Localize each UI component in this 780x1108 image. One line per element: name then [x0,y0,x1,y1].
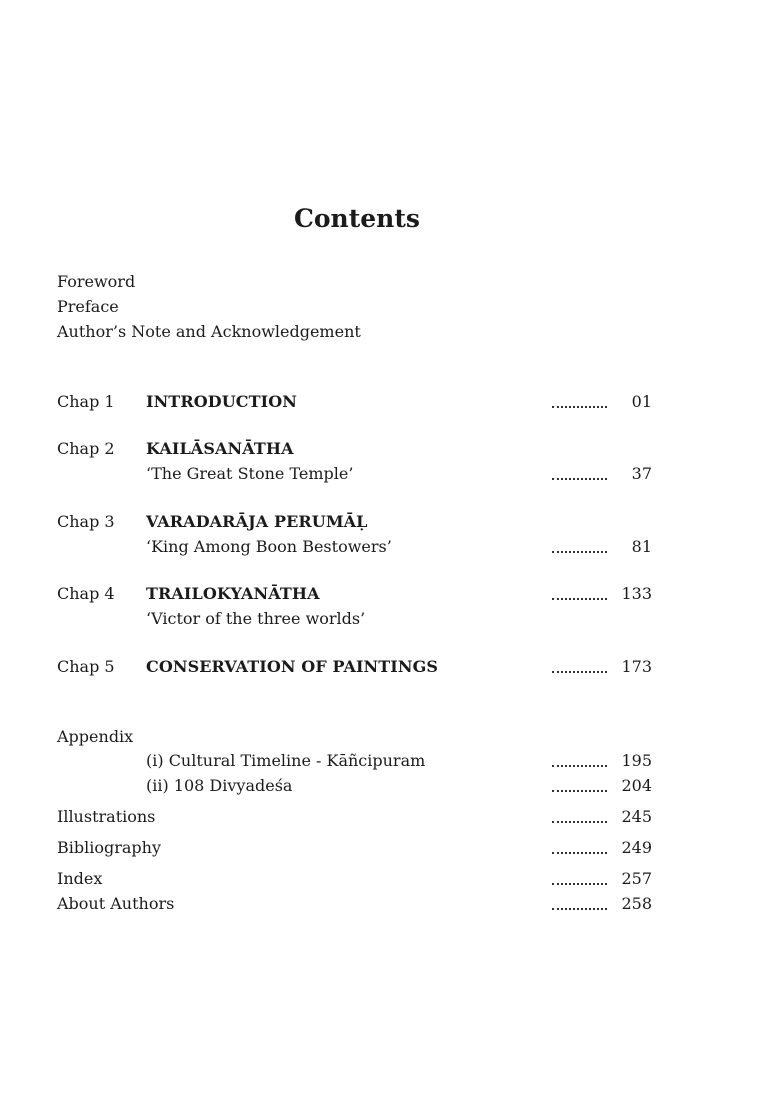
entry-title: Illustrations [57,807,156,826]
toc-entry-about-authors[interactable] [0,894,780,916]
chapter-title: INTRODUCTION [146,392,297,411]
toc-entry-index[interactable] [0,869,780,891]
leader-dots [552,902,607,910]
chapter-label: Chap 1 [57,392,115,411]
toc-entry-appendix-1[interactable] [0,751,780,773]
leader-dots [552,400,607,408]
page-number: 249 [621,838,652,857]
page-number: 245 [621,807,652,826]
leader-dots [552,784,607,792]
leader-dots [552,545,607,553]
toc-entry-appendix-2[interactable] [0,776,780,798]
toc-entry-chap-4[interactable] [0,584,780,606]
toc-entry-bibliography[interactable] [0,838,780,860]
front-matter-preface[interactable]: Preface [57,297,119,316]
toc-entry-illustrations[interactable] [0,807,780,829]
page-number: 173 [621,657,652,676]
page-number: 81 [631,537,652,556]
front-matter-authors-note[interactable]: Author’s Note and Acknowledgement [57,322,361,341]
toc-entry-chap-3[interactable] [0,512,780,534]
page-title: Contents [293,204,420,233]
chapter-title: KAILĀSANĀTHA [146,439,294,458]
leader-dots [552,592,607,600]
chapter-title: VARADARĀJA PERUMĀḶ [146,512,368,531]
appendix-item-title: (ii) 108 Divyadeśa [146,776,293,795]
toc-entry-chap-4-subtitle [0,609,780,631]
toc-entry-chap-2-subtitle[interactable] [0,464,780,486]
chapter-label: Chap 3 [57,512,115,531]
chapter-label: Chap 5 [57,657,115,676]
chapter-label: Chap 2 [57,439,115,458]
appendix-item-title: (i) Cultural Timeline - Kāñcipuram [146,751,426,770]
leader-dots [552,877,607,885]
page-number: 133 [621,584,652,603]
chapter-title: CONSERVATION OF PAINTINGS [146,657,438,676]
leader-dots [552,665,607,673]
leader-dots [552,815,607,823]
chapter-title: TRAILOKYANĀTHA [146,584,320,603]
entry-title: Index [57,869,103,888]
chapter-subtitle: ‘Victor of the three worlds’ [146,609,366,628]
page-number: 01 [631,392,652,411]
leader-dots [552,759,607,767]
entry-title: About Authors [57,894,175,913]
chapter-subtitle: ‘King Among Boon Bestowers’ [146,537,392,556]
appendix-heading: Appendix [57,727,134,746]
leader-dots [552,846,607,854]
page-number: 204 [621,776,652,795]
chapter-subtitle: ‘The Great Stone Temple’ [146,464,354,483]
toc-entry-chap-2[interactable] [0,439,780,461]
toc-entry-chap-1[interactable] [0,392,780,414]
leader-dots [552,472,607,480]
page-number: 258 [621,894,652,913]
page-number: 257 [621,869,652,888]
toc-entry-chap-5[interactable] [0,657,780,679]
page-number: 37 [631,464,652,483]
front-matter-foreword[interactable]: Foreword [57,272,136,291]
page-number: 195 [621,751,652,770]
toc-entry-chap-3-subtitle[interactable] [0,537,780,559]
entry-title: Bibliography [57,838,161,857]
chapter-label: Chap 4 [57,584,115,603]
